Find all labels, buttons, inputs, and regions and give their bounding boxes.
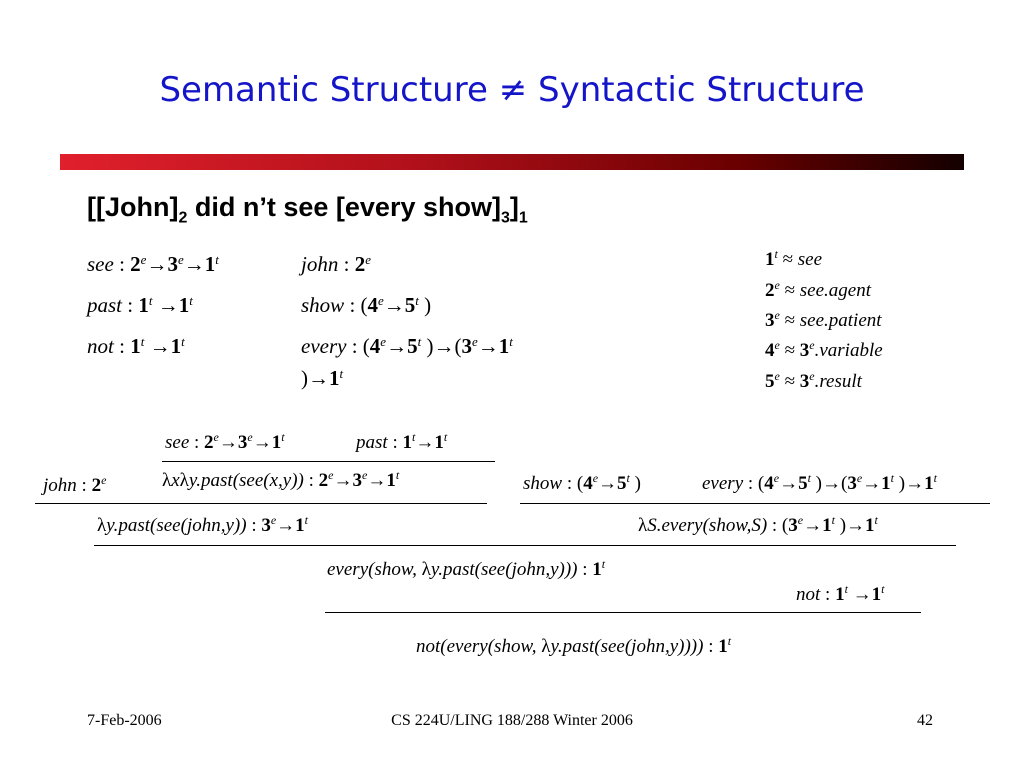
premise-see: see : $2^e\to 3^e\to 1^t$	[165, 430, 285, 453]
premise-john: john : 2e	[43, 473, 107, 496]
premise-every: every : ($4^e\to 5^t$ )$\to(3^e\to 1^t$ )$\to 1^t$	[702, 471, 937, 494]
example-sentence: [$[John]_2$ did n’t see [every $show]_3]_1$	[87, 192, 528, 227]
inference-line	[325, 612, 921, 613]
lambda-S-result: λS.every(show,S) : ($3^e\to 1^t$ )$\to 1^t$	[638, 513, 878, 536]
every-application-result: every(show, λy.past(see(john,y))) : 1$^t$	[327, 557, 606, 580]
inference-line	[162, 461, 495, 462]
type-past: past : $1^t \to 1^t$	[87, 293, 193, 317]
inference-line	[35, 503, 487, 504]
legend-item: $1^t$ ≈ see	[765, 247, 823, 270]
inference-line	[520, 503, 990, 504]
type-see: see : $2^e\to 3^e\to 1^t$	[87, 252, 219, 276]
type-john: john : 2e	[301, 252, 371, 276]
inference-line	[94, 545, 956, 546]
premise-not: not : $1^t \to 1^t$	[796, 582, 885, 605]
legend-item: $4^e$ ≈ $3^e.variable$	[765, 338, 883, 361]
type-every: every : ($4^e\to 5^t$ )$\to(3^e\to 1^t$	[301, 334, 513, 358]
legend-item: $5^e$ ≈ $3^e.result$	[765, 369, 862, 392]
premise-show: show : ($4^e\to 5^t$ )	[523, 471, 641, 494]
footer-course: CS 224U/LING 188/288 Winter 2006	[391, 712, 633, 729]
premise-past: past : $1^t\to 1^t$	[356, 430, 448, 453]
lambda-xy-result: λxλy.past(see(x,y)) : $2^e\to 3^e\to 1^t$	[162, 468, 400, 491]
legend-item: $2^e$ ≈ see.agent	[765, 278, 871, 301]
legend-item: $3^e$ ≈ see.patient	[765, 308, 882, 331]
slide-title: Semantic Structure ≠ Syntactic Structure	[159, 70, 865, 110]
footer-date: 7-Feb-2006	[87, 712, 162, 729]
title-divider-bar	[60, 154, 964, 170]
footer-page-number: 42	[917, 712, 933, 729]
type-every-continued: )$\to 1^t$	[301, 366, 344, 390]
lambda-y-result: λy.past(see(john,y)) : $3^e\to 1^t$	[97, 513, 309, 536]
final-result: not(every(show, λy.past(see(john,y)))) : 1$^t$	[416, 634, 732, 657]
type-not: not : $1^t \to 1^t$	[87, 334, 185, 358]
type-show: show : ($4^e\to 5^t$ )	[301, 293, 432, 317]
